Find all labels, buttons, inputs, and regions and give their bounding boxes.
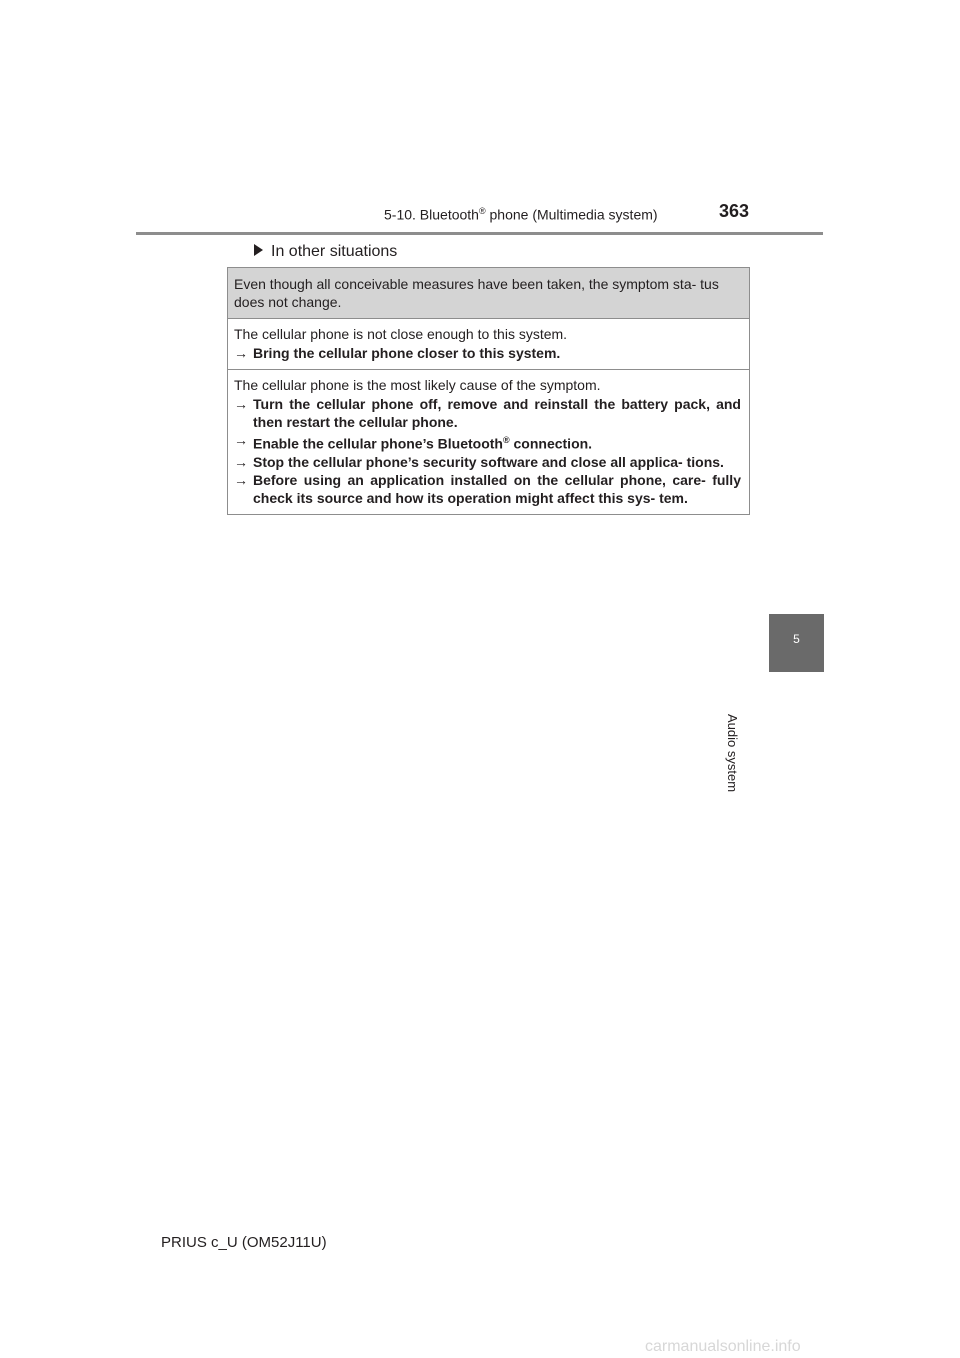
action-text: Before using an application installed on the cellular phone, care- fully check its source and how its operation might affect this sys- tem.: [253, 471, 741, 506]
arrow-right-icon: →: [234, 432, 248, 448]
row-action: [234, 431, 741, 453]
registered-mark: ®: [478, 206, 486, 216]
table-row: [228, 369, 749, 514]
arrow-right-icon: →: [234, 453, 248, 470]
chapter-tab: [769, 614, 824, 672]
page-header: [0, 200, 960, 230]
triangle-bullet-icon: [254, 244, 263, 256]
footer-model: PRIUS c_U (OM52J11U): [161, 1234, 327, 1251]
troubleshooting-table: [227, 267, 750, 515]
arrow-right-icon: →: [234, 396, 248, 412]
subheading: [254, 243, 397, 261]
arrow-right-icon: →: [234, 345, 248, 361]
subheading-text: In other situations: [271, 243, 398, 260]
header-divider: [136, 232, 823, 235]
chapter-label: Audio system: [725, 714, 740, 793]
section-title-suffix: phone (Multimedia system): [485, 206, 658, 223]
action-text-suffix: connection.: [509, 435, 593, 452]
table-row: [228, 319, 749, 369]
row-action: [234, 344, 741, 362]
arrow-right-icon: →: [234, 471, 248, 488]
registered-mark: ®: [502, 435, 510, 445]
row-cause: The cellular phone is the most likely cause of the symptom.: [234, 377, 601, 393]
row-action: [234, 395, 741, 431]
section-title-prefix: 5-10. Bluetooth: [384, 206, 479, 223]
watermark: carmanualsonline.info: [645, 1338, 801, 1355]
chapter-number: 5: [793, 632, 800, 646]
row-cause: The cellular phone is not close enough to this system.: [234, 326, 568, 342]
action-text: Enable the cellular phone’s Bluetooth: [253, 435, 503, 452]
action-text: Stop the cellular phone’s security software and close all applica- tions.: [253, 453, 724, 470]
action-text: Bring the cellular phone closer to this system.: [253, 345, 561, 361]
table-header: Even though all conceivable measures have been taken, the symptom sta- tus does not change.: [228, 268, 749, 319]
row-action: [234, 471, 741, 507]
action-text: Turn the cellular phone off, remove and reinstall the battery pack, and then restart the cellular phone.: [253, 396, 741, 430]
row-action: [234, 453, 741, 471]
section-title: [384, 206, 658, 223]
page-number: 363: [719, 201, 750, 221]
